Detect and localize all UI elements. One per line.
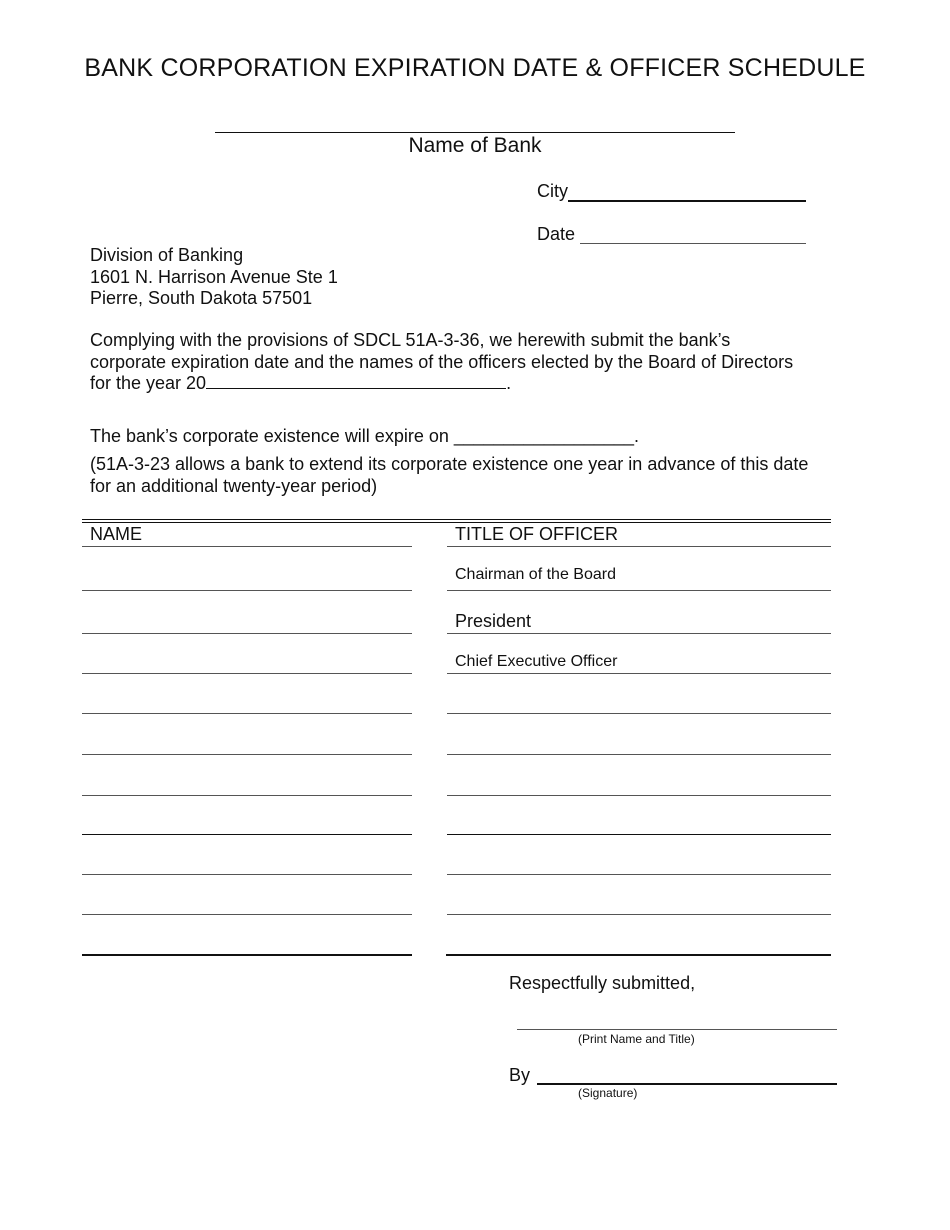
name-row-line[interactable] <box>82 795 412 796</box>
title-row-line[interactable] <box>446 954 831 956</box>
title-row-line[interactable] <box>447 874 831 875</box>
city-field[interactable] <box>568 200 806 202</box>
title-row-line[interactable] <box>447 633 831 634</box>
name-header-rule <box>82 546 412 547</box>
title-row-line[interactable] <box>447 795 831 796</box>
by-label: By <box>509 1065 531 1085</box>
name-row-line[interactable] <box>82 914 412 915</box>
closing-text: Respectfully submitted, <box>509 973 696 993</box>
title-row-line[interactable] <box>447 713 831 714</box>
title-row-line[interactable] <box>447 834 831 835</box>
table-top-rule-2 <box>82 522 831 523</box>
bank-name-line[interactable] <box>215 132 735 133</box>
name-column-header: NAME <box>90 524 143 544</box>
table-top-rule-1 <box>82 519 831 520</box>
name-row-line[interactable] <box>82 834 412 835</box>
year-field[interactable] <box>206 374 506 389</box>
name-row-line[interactable] <box>82 633 412 634</box>
name-row-line[interactable] <box>82 874 412 875</box>
name-row-line[interactable] <box>82 713 412 714</box>
name-row-line[interactable] <box>82 754 412 755</box>
document-title: BANK CORPORATION EXPIRATION DATE & OFFICER SCHEDULE <box>84 54 866 82</box>
signature-caption: (Signature) <box>578 1086 638 1100</box>
provisions-paragraph <box>90 330 810 395</box>
signature-field[interactable] <box>537 1083 837 1085</box>
title-row-2: President <box>455 611 532 631</box>
bank-name-label: Name of Bank <box>408 134 542 157</box>
city-label: City <box>537 181 568 201</box>
title-column-header: TITLE OF OFFICER <box>455 524 619 544</box>
print-name-caption: (Print Name and Title) <box>578 1032 695 1046</box>
name-row-line[interactable] <box>82 954 412 956</box>
expiration-statement: The bank’s corporate existence will expire on __________________. <box>90 426 640 446</box>
title-row-line[interactable] <box>447 673 831 674</box>
name-row-line[interactable] <box>82 590 412 591</box>
title-row-line[interactable] <box>447 754 831 755</box>
address-line-3: Pierre, South Dakota 57501 <box>90 288 313 308</box>
provisions-text: Complying with the provisions of SDCL 51A-3-36, we herewith submit the bank’s corporate expiration date and the names of the officers elected by the Board of Directors for the year 20 <box>90 330 794 393</box>
title-row-3: Chief Executive Officer <box>455 653 618 670</box>
title-header-rule <box>447 546 831 547</box>
print-name-field[interactable] <box>517 1029 837 1030</box>
title-row-line[interactable] <box>447 590 831 591</box>
name-row-line[interactable] <box>82 673 412 674</box>
date-field[interactable] <box>580 243 806 244</box>
title-row-line[interactable] <box>447 914 831 915</box>
date-label: Date <box>537 224 576 244</box>
address-line-1: Division of Banking <box>90 245 244 265</box>
provisions-end: . <box>506 373 512 393</box>
address-block <box>90 245 338 310</box>
title-row-1: Chairman of the Board <box>455 566 616 583</box>
address-line-2: 1601 N. Harrison Avenue Ste 1 <box>90 266 338 287</box>
extension-note: (51A-3-23 allows a bank to extend its corporate existence one year in advance of this date for an additional twenty-year period) <box>90 454 809 496</box>
